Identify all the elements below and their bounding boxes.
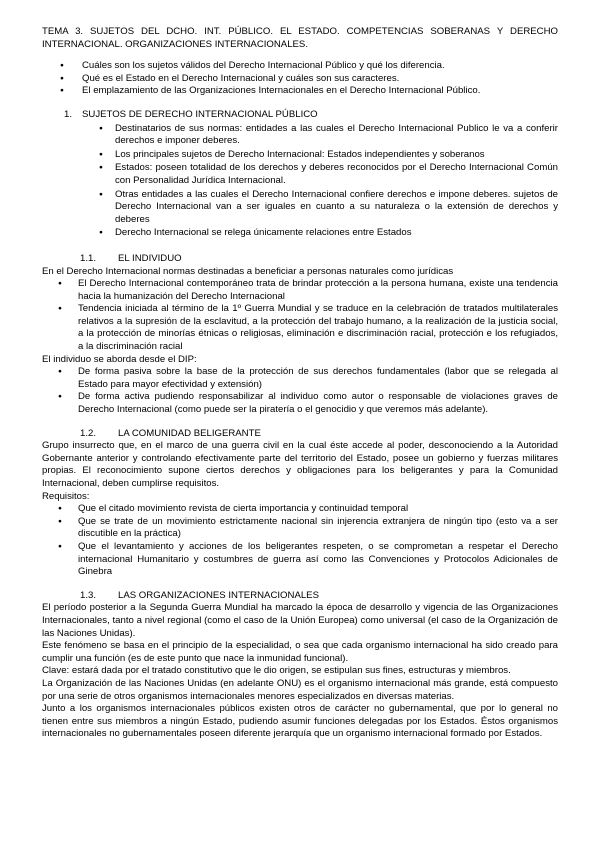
- list-item: ● Otras entidades a las cuales el Derecho Internacional confiere derechos e impone deberes. sujetos de Derecho Internacional van a ser iguales en cuanto a su naturaleza o la extensión de derechos y deberes: [115, 189, 558, 227]
- list-item: ● De forma activa pudiendo responsabilizar al individuo como autor o responsable de violaciones graves de Derecho Internacional (como puede ser la piratería o el genocidio y que veremos más adelante).: [78, 391, 558, 416]
- list-item: ● Cuáles son los sujetos válidos del Derecho Internacional Público y qué los diferencia.: [82, 60, 558, 73]
- subsection-number: 1.1.: [80, 252, 97, 264]
- document-title: TEMA 3. SUJETOS DEL DCHO. INT. PÚBLICO. EL ESTADO. COMPETENCIAS SOBERANAS Y DERECHO INTERNACIONAL. ORGANIZACIONES INTERNACIONALES.: [42, 26, 558, 50]
- paragraph: Este fenómeno se basa en el principio de la especialidad, o sea que cada organismo internacional ha sido creado para cumplir una función (es de este punto que nace la inmunidad funcional).: [42, 640, 558, 664]
- subsection-heading: [42, 428, 558, 441]
- paragraph: La Organización de las Naciones Unidas (en adelante ONU) es el organismo internacional más grande, está compuesto por una serie de otros organismos internacionales menores especializados en diversas materias.: [42, 677, 558, 702]
- requisitos-label: Requisitos:: [42, 490, 90, 502]
- paragraph: Clave: estará dada por el tratado constitutivo que le dio origen, se estipulan sus fines, estructuras y miembros.: [42, 665, 511, 677]
- paragraph: En el Derecho Internacional normas destinadas a beneficiar a personas naturales como jurídicas: [42, 265, 454, 277]
- paragraph: Grupo insurrecto que, en el marco de una guerra civil en la cual éste accede al poder, desconociendo a la Autoridad Gobernante anterior y controlando efectivamente parte del territorio del Estado, posee un gobierno y fuerzas militares propias. El reconocimiento supone ciertos derechos y obligaciones para los beligerantes y para la Comunidad Internacional, deben cumplirse requisitos.: [42, 440, 558, 489]
- list-item: ● Derecho Internacional se relega únicamente relaciones entre Estados: [115, 227, 558, 240]
- subsection-heading-text: LA COMUNIDAD BELIGERANTE: [118, 427, 261, 439]
- list-item: ● Destinatarios de sus normas: entidades a las cuales el Derecho Internacional Publico le va a conferir derechos e imponer deberes.: [115, 123, 558, 148]
- intro-list: [42, 60, 558, 98]
- subsection-heading-text: EL INDIVIDUO: [118, 252, 182, 264]
- list-item: ● Que se trate de un movimiento estrictamente nacional sin injerencia extranjera de ningún tipo (esto va a ser discutible en la práctica): [78, 516, 558, 541]
- list-item: ● De forma pasiva sobre la base de la protección de sus derechos fundamentales (labor que se relegada al Estado para mayor efectividad y extensión): [78, 366, 558, 391]
- section1-list: [42, 123, 558, 240]
- subsection-heading-text: LAS ORGANIZACIONES INTERNACIONALES: [118, 589, 319, 601]
- paragraph: El período posterior a la Segunda Guerra Mundial ha marcado la época de desarrollo y vigencia de las Organizaciones Internacionales, tanto a nivel regional (como el caso de la Unión Europea) como universal (el caso de la Organización de las Naciones Unidas).: [42, 602, 558, 639]
- list-item: ● Los principales sujetos de Derecho Internacional: Estados independientes y soberanos: [115, 149, 558, 162]
- list-item: ● El Derecho Internacional contemporáneo trata de brindar protección a la persona humana, existe una tendencia hacia la humanización del Derecho Internacional: [78, 278, 558, 303]
- list-item: ● Que el citado movimiento revista de cierta importancia y continuidad temporal: [78, 503, 558, 516]
- list-item: ● El emplazamiento de las Organizaciones Internacionales en el Derecho Internacional Público.: [82, 85, 558, 98]
- subsection-number: 1.3.: [80, 589, 97, 601]
- subsection-heading: [42, 253, 558, 266]
- list-item: ● Tendencia iniciada al término de la 1º Guerra Mundial y se traduce en la celebración de tratados multilaterales relativos a la supresión de la esclavitud, a la protección del trabajo humano, a la realización de la justicia social, a la protección de minorías étnicas o religiosas, eliminación e discriminación racial, protección e los refugiados, a la discriminación racial: [78, 303, 558, 353]
- list-item: ● Que el levantamiento y acciones de los beligerantes respeten, o se comprometan a respetar el Derecho internacional Humanitario y costumbres de guerra así como las Convenciones y Protocolos Adicionales de Ginebra: [78, 541, 558, 579]
- paragraph: Junto a los organismos internacionales públicos existen otros de carácter no gubernamental, que por lo general no tienen entre sus miembros a ningún Estado, pudiendo asumir funciones delegadas por los Estados. Éstos organismos internacionales no gubernamentales poseen diferente jerarquía que un organismo internacional formado por Estados.: [42, 703, 558, 740]
- list-item: ● Qué es el Estado en el Derecho Internacional y cuáles son sus caracteres.: [82, 73, 558, 86]
- subsection-heading: [42, 590, 558, 603]
- list-item: ● Estados: poseen totalidad de los derechos y deberes reconocidos por el Derecho Internacional Común con Personalidad Jurídica Internacional.: [115, 162, 558, 187]
- section-number: 1.: [64, 108, 73, 120]
- section11-list: [42, 278, 558, 354]
- subsection-number: 1.2.: [80, 427, 97, 439]
- section-heading-text: SUJETOS DE DERECHO INTERNACIONAL PÚBLICO: [82, 108, 318, 120]
- paragraph: El individuo se aborda desde el DIP:: [42, 353, 197, 365]
- section-heading: [42, 109, 558, 122]
- dip-list: [42, 366, 558, 416]
- requisitos-list: [42, 503, 558, 579]
